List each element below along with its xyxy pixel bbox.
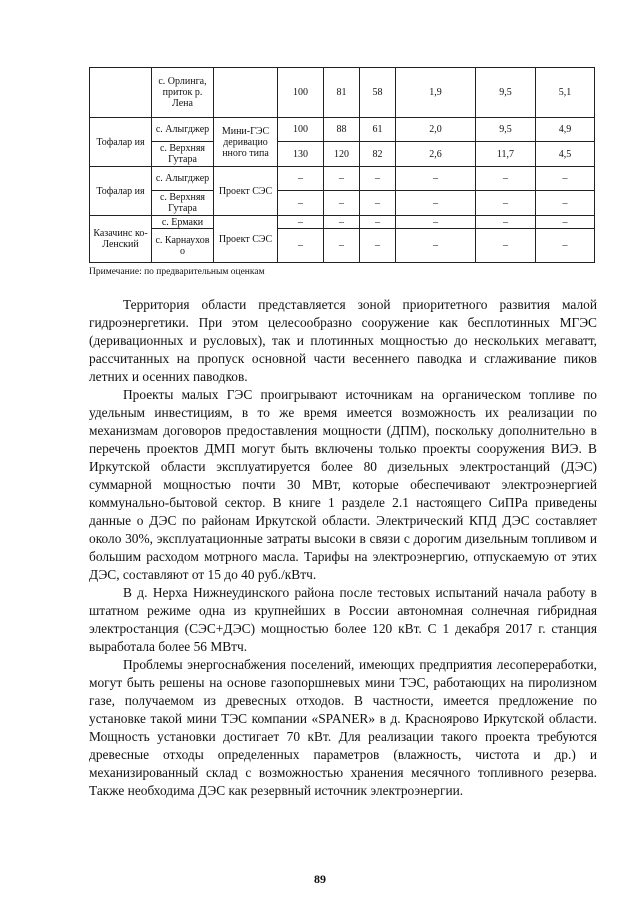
value-cell: – [476, 167, 536, 191]
value-cell: – [278, 167, 324, 191]
table-row [90, 191, 595, 216]
value-cell: 58 [360, 68, 396, 118]
value-cell: – [324, 167, 360, 191]
table-row [90, 68, 595, 118]
project-cell: Мини-ГЭС деривацио нного типа [214, 118, 278, 167]
value-cell: 4,5 [536, 142, 595, 167]
value-cell: 9,5 [476, 118, 536, 142]
table-note: Примечание: по предварительным оценкам [89, 267, 265, 277]
district-cell: Тофалар ия [90, 118, 152, 167]
project-cell [214, 68, 278, 118]
table-row [90, 216, 595, 229]
value-cell: 100 [278, 68, 324, 118]
value-cell: – [360, 216, 396, 229]
data-table [89, 67, 595, 263]
paragraph: Проблемы энергоснабжения поселений, имеющих предприятия лесопереработки, могут быть решены на основе газопоршневых мини ТЭС, работающих на пиролизном газе, получаемом из древесных отходов. В частности, имеется предложение по установке такой мини ТЭС компании «SPANER» в д. Красноярово Иркутской области. Мощность установки достигает 70 кВт. Для реализации такого проекта требуются древесные отходы определенных параметров (влажность, чистота и др.) и механизированный склад с возможностью хранения месячного топливного резерва. Также необходима ДЭС как резервный источник электроэнергии. [89, 657, 597, 798]
value-cell: – [396, 167, 476, 191]
value-cell: – [536, 167, 595, 191]
value-cell: – [536, 191, 595, 216]
table-row [90, 167, 595, 191]
value-cell: – [324, 229, 360, 263]
value-cell: – [360, 229, 396, 263]
district-cell: Тофалар ия [90, 167, 152, 216]
table-row [90, 229, 595, 263]
paragraph: Территория области представляется зоной приоритетного развития малой гидроэнергетики. При этом целесообразно сооружение как бесплотинных МГЭС (деривационных и русловых), так и плотинных мощностью до нескольких мегаватт, рассчитанных на пропуск основной части весеннего паводка и сглаживание пиков летних и осенних паводков. [89, 297, 597, 384]
value-cell: – [396, 229, 476, 263]
settlement-cell: с. Алыгджер [152, 167, 214, 191]
value-cell: 88 [324, 118, 360, 142]
value-cell: – [324, 191, 360, 216]
value-cell: 2,6 [396, 142, 476, 167]
value-cell: 9,5 [476, 68, 536, 118]
value-cell: 120 [324, 142, 360, 167]
settlement-cell: с. Верхняя Гутара [152, 191, 214, 216]
value-cell: – [396, 216, 476, 229]
district-cell [90, 68, 152, 118]
paragraph: В д. Нерха Нижнеудинского района после тестовых испытаний начала работу в штатном режиме одна из крупнейших в России автономная солнечная гибридная электростанция (СЭС+ДЭС) мощностью более 120 кВт. С 1 декабря 2017 г. станция выработала более 56 МВтч. [89, 585, 597, 654]
value-cell: 130 [278, 142, 324, 167]
value-cell: 61 [360, 118, 396, 142]
value-cell: – [278, 229, 324, 263]
value-cell: – [476, 191, 536, 216]
settlement-cell: с. Орлинга, приток р. Лена [152, 68, 214, 118]
settlement-cell: с. Алыгджер [152, 118, 214, 142]
settlement-cell: с. Верхняя Гутара [152, 142, 214, 167]
value-cell: 4,9 [536, 118, 595, 142]
page-number: 89 [314, 872, 326, 886]
value-cell: – [536, 216, 595, 229]
value-cell: – [396, 191, 476, 216]
value-cell: 1,9 [396, 68, 476, 118]
value-cell: – [278, 216, 324, 229]
value-cell: 2,0 [396, 118, 476, 142]
value-cell: – [476, 216, 536, 229]
value-cell: – [324, 216, 360, 229]
value-cell: 100 [278, 118, 324, 142]
value-cell: – [536, 229, 595, 263]
value-cell: 82 [360, 142, 396, 167]
district-cell: Казачинс ко-Ленский [90, 216, 152, 263]
value-cell: 11,7 [476, 142, 536, 167]
paragraph: Проекты малых ГЭС проигрывают источникам на органическом топливе по удельным инвестициям, в то же время имеется возможность их реализации по механизмам договоров предоставления мощности (ДПМ), поскольку дополнительно в перечень проектов ДМП могут быть включены только проекты сооружения ВИЭ. В Иркутской области эксплуатируется более 80 дизельных электростанций (ДЭС) суммарной мощностью почти 30 МВт, которые обеспечивают электроэнергией коммунально-бытовой сектор. В книге 1 разделе 2.1 настоящего СиПРа приведены данные о ДЭС по районам Иркутской области. Электрический КПД ДЭС составляет около 30%, эксплуатационные затраты высоки в связи с дорогим дизельным топливом и большим расходом мотрного масла. Тарифы на электроэнергию, отпускаемую от этих ДЭС, составляют от 15 до 40 руб./кВтч. [89, 387, 597, 582]
settlement-cell: с. Карнаухов о [152, 229, 214, 263]
value-cell: – [360, 191, 396, 216]
value-cell: 81 [324, 68, 360, 118]
body-text [89, 296, 597, 800]
project-cell: Проект СЭС [214, 167, 278, 216]
table-row [90, 118, 595, 142]
table-row [90, 142, 595, 167]
settlement-cell: с. Ермаки [152, 216, 214, 229]
value-cell: – [476, 229, 536, 263]
value-cell: 5,1 [536, 68, 595, 118]
value-cell: – [278, 191, 324, 216]
project-cell: Проект СЭС [214, 216, 278, 263]
value-cell: – [360, 167, 396, 191]
